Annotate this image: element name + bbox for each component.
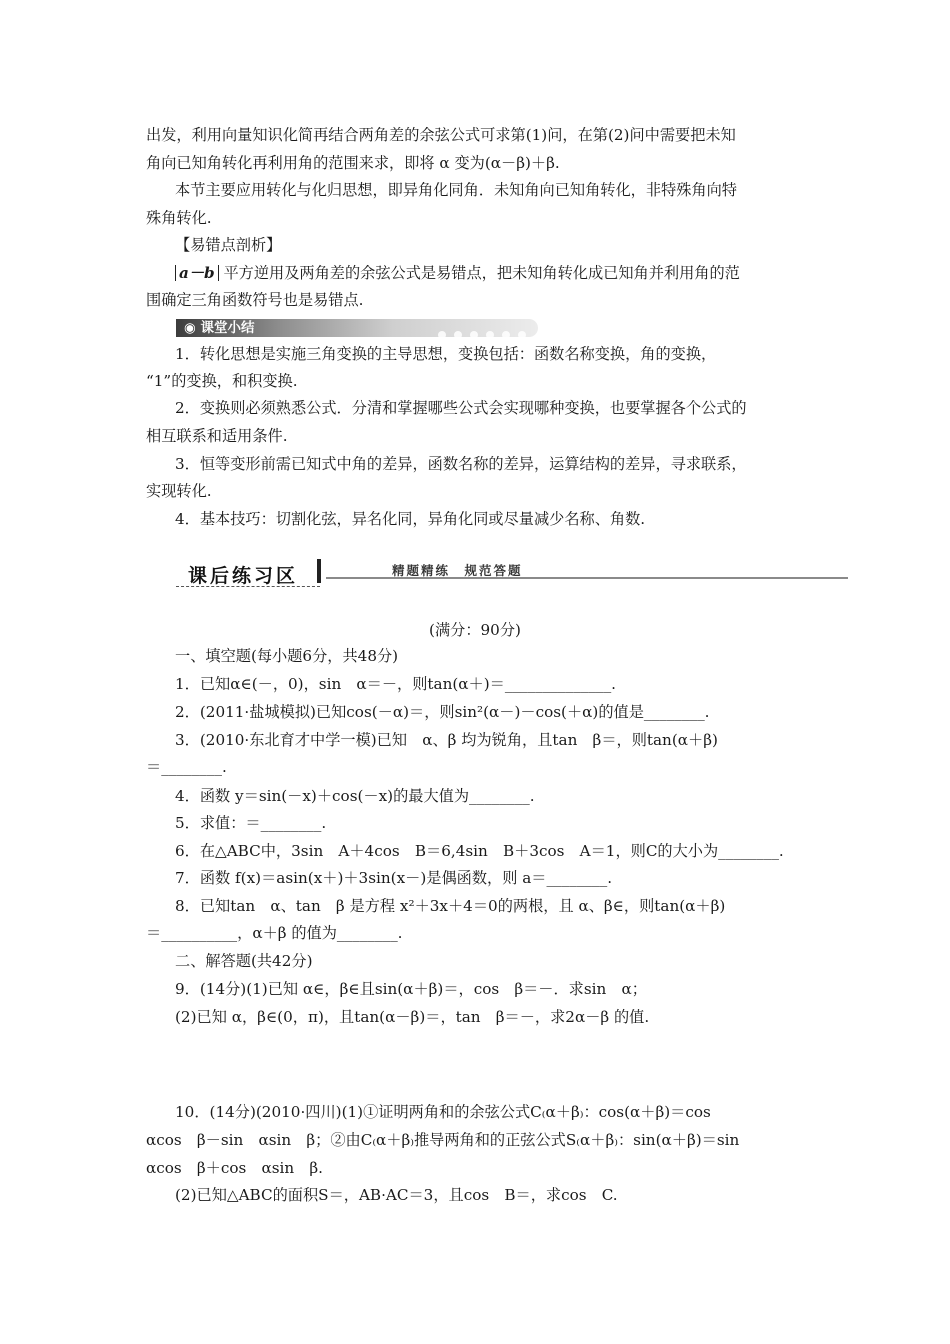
summary-section-bar xyxy=(176,319,538,337)
error-analysis-text: 平方逆用及两角差的余弦公式是易错点，把未知角转化成已知角并利用角的范 xyxy=(223,264,740,282)
part-heading: 一、填空题(每小题6分，共48分) xyxy=(175,647,399,665)
summary-item: 2．变换则必须熟悉公式．分清和掌握哪些公式会实现哪种变换，也要掌握各个公式的 xyxy=(175,399,747,417)
intro-line: 殊角转化. xyxy=(146,209,212,227)
question: 3．(2010·东北育才中学一模)已知 α、β 均为锐角，且tan β＝，则tan(α＋β) xyxy=(175,731,718,749)
summary-item: 相互联系和适用条件. xyxy=(146,427,288,445)
summary-item: “1”的变换，和积变换. xyxy=(146,372,298,390)
intro-line: 角向已知角转化再利用角的范围来求，即将 α 变为(α－β)＋β. xyxy=(146,154,560,172)
summary-item: 3．恒等变形前需已知式中角的差异，函数名称的差异，运算结构的差异，寻求联系， xyxy=(175,455,747,473)
full-score: (满分：90分) xyxy=(429,621,521,639)
homework-subtitle: 精题精练 规范答题 xyxy=(392,563,523,578)
homework-title-underline xyxy=(176,586,320,587)
summary-item: 实现转化. xyxy=(146,482,212,500)
question: 8．已知tan α、tan β 是方程 x²＋3x＋4＝0的两根，且 α、β∈，则tan(α＋β) xyxy=(175,897,726,915)
question: 1．已知α∈(－，0)，sin α＝－，则tan(α＋)＝______________. xyxy=(175,675,616,693)
summary-item: 4．基本技巧：切割化弦，异名化同，异角化同或尽量减少名称、角数. xyxy=(175,510,646,528)
question: αcos β＋cos αsin β. xyxy=(146,1159,323,1177)
question: 9．(14分)(1)已知 α∈，β∈且sin(α＋β)＝，cos β＝－．求sin α； xyxy=(175,980,647,998)
error-analysis-line: 围确定三角函数符号也是易错点. xyxy=(146,291,364,309)
intro-line: 出发，利用向量知识化简再结合两角差的余弦公式可求第(1)问，在第(2)问中需要把未知 xyxy=(146,126,736,144)
question: (2)已知△ABC的面积S＝，AB·AC＝3，且cos B＝，求cos C. xyxy=(175,1186,618,1204)
question: αcos β－sin αsin β；②由C₍α＋β₎推导两角和的正弦公式S₍α＋β₎：sin(α＋β)＝sin xyxy=(146,1131,740,1149)
homework-title: 课后练习区 xyxy=(188,565,299,587)
question: 7．函数 f(x)＝asin(x＋)＋3sin(x－)是偶函数，则 a＝________. xyxy=(175,869,613,887)
question: 2．(2011·盐城模拟)已知cos(－α)＝，则sin²(α－)－cos(＋α)的值是________. xyxy=(175,703,710,721)
question: (2)已知 α，β∈(0，π)，且tan(α－β)＝，tan β＝－，求2α－β 的值. xyxy=(175,1008,650,1026)
homework-title-mark xyxy=(317,559,321,583)
error-analysis-heading: 【易错点剖析】 xyxy=(175,236,282,254)
question: 6．在△ABC中，3sin A＋4cos B＝6,4sin B＋3cos A＝1，则C的大小为________. xyxy=(175,842,784,860)
error-analysis-line xyxy=(175,263,740,283)
intro-line: 本节主要应用转化与化归思想，即异角化同角．未知角向已知角转化，非特殊角向特 xyxy=(175,181,737,199)
question: 10．(14分)(2010·四川)(1)①证明两角和的余弦公式C₍α＋β₎：cos(α＋β)＝cos xyxy=(175,1103,711,1121)
summary-item: 1．转化思想是实施三角变换的主导思想，变换包括：函数名称变换，角的变换， xyxy=(175,345,717,363)
summary-bar-label: ◉ 课堂小结 xyxy=(184,320,255,336)
question: ＝________. xyxy=(146,758,227,776)
abs-expression: a－b xyxy=(175,265,219,281)
question: 5．求值：＝________. xyxy=(175,814,327,832)
question: 4．函数 y＝sin(－x)＋cos(－x)的最大值为________. xyxy=(175,787,535,805)
question: ＝__________，α＋β 的值为________. xyxy=(146,924,403,942)
decorative-dots xyxy=(430,324,526,343)
part-heading: 二、解答题(共42分) xyxy=(175,952,313,970)
